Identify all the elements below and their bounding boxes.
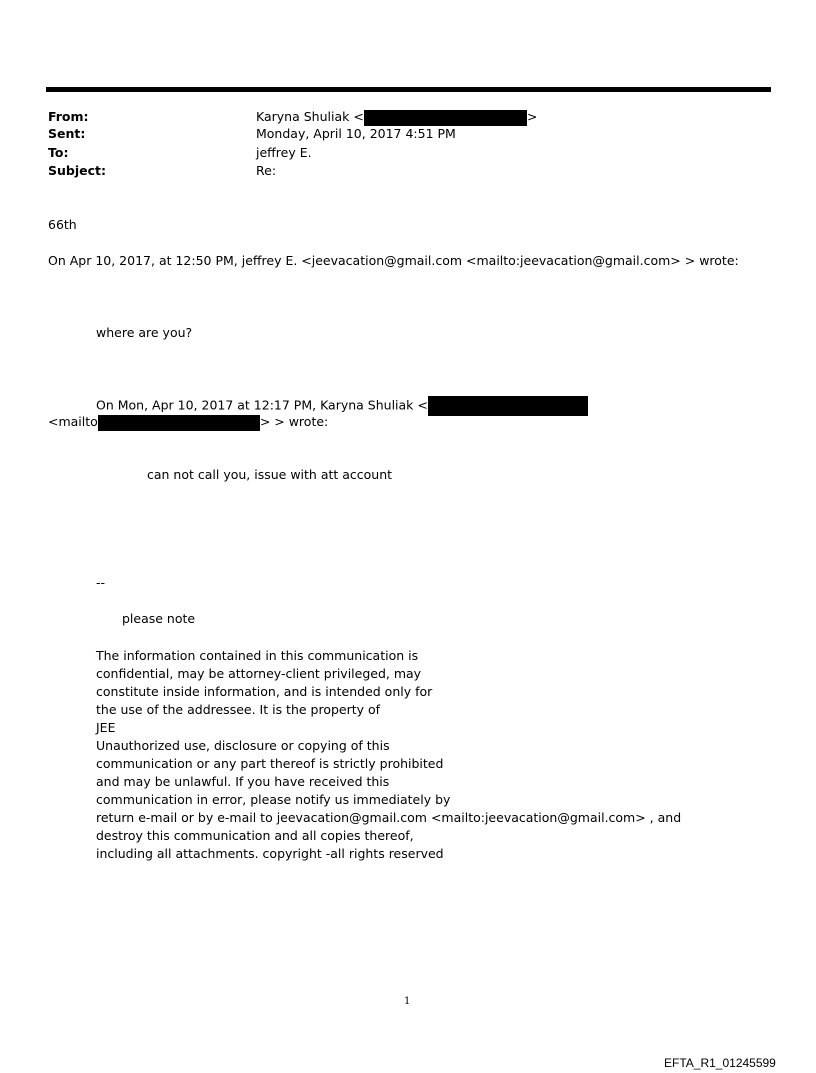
disclaimer-line: communication in error, please notify us immediately by — [96, 792, 451, 807]
document-id: EFTA_R1_01245599 — [664, 1056, 776, 1070]
disclaimer-line: destroy this communication and all copies thereof, — [96, 828, 414, 843]
quote2-attribution-text: On Mon, Apr 10, 2017 at 12:17 PM, Karyna Shuliak < — [96, 397, 428, 413]
page-number: 1 — [404, 996, 411, 1007]
to-label: To: — [48, 145, 69, 160]
quote2-attribution-line2 — [48, 414, 328, 431]
mailto-prefix: <mailto — [48, 414, 98, 429]
redaction-bar — [98, 415, 260, 431]
to-value: jeffrey E. — [256, 145, 312, 160]
subject-label: Subject: — [48, 163, 106, 178]
disclaimer-line: confidential, may be attorney-client privileged, may — [96, 666, 422, 681]
disclaimer-line: and may be unlawful. If you have received this — [96, 774, 390, 789]
from-value — [256, 109, 537, 126]
quote2-text: can not call you, issue with att account — [147, 467, 393, 482]
disclaimer-line: Unauthorized use, disclosure or copying of this — [96, 738, 390, 753]
disclaimer-line: the use of the addressee. It is the property of — [96, 702, 381, 717]
disclaimer-line: return e-mail or by e-mail to jeevacation@gmail.com <mailto:jeevacation@gmail.com> , and — [96, 810, 682, 825]
disclaimer-line: The information contained in this communication is — [96, 648, 419, 663]
subject-value: Re: — [256, 163, 277, 178]
redaction-bar — [428, 396, 588, 416]
disclaimer-line: constitute inside information, and is intended only for — [96, 684, 433, 699]
from-label: From: — [48, 109, 89, 124]
wrote-suffix: > > wrote: — [259, 414, 329, 429]
reply-text: 66th — [48, 217, 77, 232]
redaction-bar — [364, 110, 527, 126]
from-close: > — [526, 109, 538, 124]
disclaimer-line: JEE — [96, 720, 116, 735]
quote1-attribution: On Apr 10, 2017, at 12:50 PM, jeffrey E. <jeevacation@gmail.com <mailto:jeevacation@gmail.com> > wrote: — [48, 253, 739, 268]
disclaimer-line: including all attachments. copyright -all rights reserved — [96, 846, 444, 861]
sent-value: Monday, April 10, 2017 4:51 PM — [256, 126, 456, 141]
confidentiality-disclaimer — [96, 647, 681, 863]
header-rule — [46, 87, 771, 92]
please-note: please note — [122, 611, 196, 626]
from-name: Karyna Shuliak < — [256, 109, 364, 124]
disclaimer-line: communication or any part thereof is strictly prohibited — [96, 756, 444, 771]
signature-separator: -- — [96, 575, 106, 590]
sent-label: Sent: — [48, 126, 86, 141]
quote1-text: where are you? — [96, 325, 193, 340]
quote2-attribution-line1 — [96, 396, 588, 416]
